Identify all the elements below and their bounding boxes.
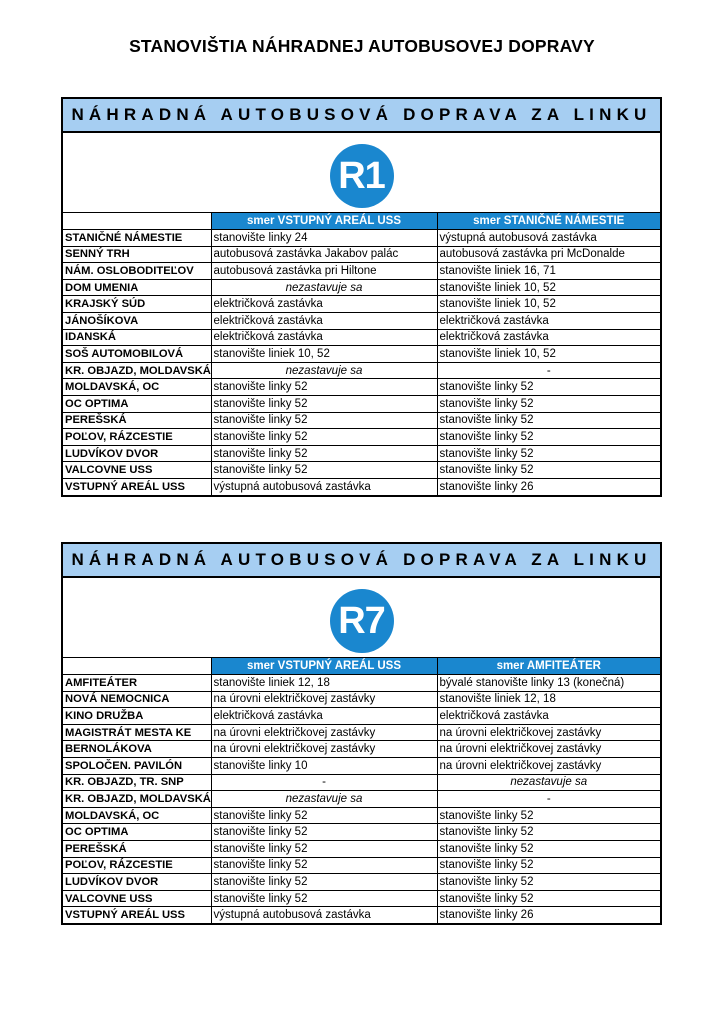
- direction-1-cell: stanovište linky 24: [211, 230, 437, 247]
- direction-2-cell: výstupná autobusová zastávka: [437, 230, 660, 247]
- table-row: [63, 724, 660, 741]
- stop-name-cell: KRAJSKÝ SÚD: [63, 296, 211, 313]
- direction-2-cell: na úrovni električkovej zastávky: [437, 757, 660, 774]
- table-row: [63, 346, 660, 363]
- direction-2-cell: na úrovni električkovej zastávky: [437, 741, 660, 758]
- direction-1-cell: stanovište linky 52: [211, 445, 437, 462]
- stop-name-cell: KR. OBJAZD, MOLDAVSKÁ: [63, 362, 211, 379]
- table-row: [63, 296, 660, 313]
- stop-name-cell: STANIČNÉ NÁMESTIE: [63, 230, 211, 247]
- table-row: [63, 445, 660, 462]
- table-row: [63, 230, 660, 247]
- table-row: [63, 312, 660, 329]
- direction-1-cell: stanovište linky 52: [211, 840, 437, 857]
- table-row: [63, 840, 660, 857]
- direction-2-cell: stanovište linky 52: [437, 412, 660, 429]
- table-row: [63, 429, 660, 446]
- stop-name-cell: NOVÁ NEMOCNICA: [63, 691, 211, 708]
- stop-name-cell: KR. OBJAZD, MOLDAVSKÁ: [63, 791, 211, 808]
- direction-2-cell: nezastavuje sa: [437, 774, 660, 791]
- table-row: [63, 263, 660, 280]
- stops-table-body: [63, 230, 660, 496]
- header-blank: [63, 213, 211, 230]
- stop-name-cell: SPOLOČEN. PAVILÓN: [63, 757, 211, 774]
- direction-1-cell: autobusová zastávka Jakabov palác: [211, 246, 437, 263]
- direction-1-cell: električková zastávka: [211, 708, 437, 725]
- direction-2-cell: stanovište linky 52: [437, 874, 660, 891]
- direction-1-cell: -: [211, 774, 437, 791]
- direction-1-cell: stanovište linky 52: [211, 824, 437, 841]
- direction-1-cell: stanovište linky 52: [211, 429, 437, 446]
- direction-1-cell: stanovište linky 52: [211, 462, 437, 479]
- stop-name-cell: LUDVÍKOV DVOR: [63, 445, 211, 462]
- direction-1-cell: električková zastávka: [211, 312, 437, 329]
- direction-1-cell: nezastavuje sa: [211, 279, 437, 296]
- table-row: [63, 708, 660, 725]
- table-row: [63, 279, 660, 296]
- direction-1-cell: stanovište linky 52: [211, 379, 437, 396]
- direction-2-cell: stanovište linky 26: [437, 478, 660, 495]
- table-row: [63, 675, 660, 692]
- stop-name-cell: POĽOV, RÁZCESTIE: [63, 857, 211, 874]
- direction-1-cell: stanovište linky 52: [211, 807, 437, 824]
- stop-name-cell: PEREŠSKÁ: [63, 840, 211, 857]
- table-row: [63, 741, 660, 758]
- table-row: [63, 857, 660, 874]
- direction-1-cell: stanovište linky 10: [211, 757, 437, 774]
- direction-2-cell: stanovište linky 52: [437, 824, 660, 841]
- stop-name-cell: OC OPTIMA: [63, 824, 211, 841]
- direction-1-cell: stanovište liniek 10, 52: [211, 346, 437, 363]
- stop-name-cell: JÁNOŠÍKOVA: [63, 312, 211, 329]
- direction-header-1: smer VSTUPNÝ AREÁL USS: [211, 658, 437, 675]
- logo-area: [63, 133, 660, 213]
- stop-name-cell: KR. OBJAZD, TR. SNP: [63, 774, 211, 791]
- direction-2-cell: -: [437, 362, 660, 379]
- stop-name-cell: KINO DRUŽBA: [63, 708, 211, 725]
- table-row: [63, 329, 660, 346]
- section-r7: [61, 542, 662, 925]
- stop-name-cell: NÁM. OSLOBODITEĽOV: [63, 263, 211, 280]
- stop-name-cell: OC OPTIMA: [63, 395, 211, 412]
- direction-2-cell: stanovište linky 52: [437, 379, 660, 396]
- direction-1-cell: výstupná autobusová zastávka: [211, 478, 437, 495]
- direction-2-cell: stanovište linky 26: [437, 907, 660, 924]
- direction-header-1: smer VSTUPNÝ AREÁL USS: [211, 213, 437, 230]
- direction-1-cell: stanovište linky 52: [211, 857, 437, 874]
- direction-2-cell: stanovište liniek 16, 71: [437, 263, 660, 280]
- stop-name-cell: BERNOLÁKOVA: [63, 741, 211, 758]
- direction-2-cell: stanovište linky 52: [437, 807, 660, 824]
- direction-2-cell: stanovište liniek 10, 52: [437, 346, 660, 363]
- direction-1-cell: na úrovni električkovej zastávky: [211, 691, 437, 708]
- table-row: [63, 462, 660, 479]
- stop-name-cell: VSTUPNÝ AREÁL USS: [65, 909, 185, 922]
- direction-1-cell: električková zastávka: [211, 329, 437, 346]
- direction-2-cell: stanovište liniek 10, 52: [437, 296, 660, 313]
- table-row: [63, 774, 660, 791]
- section-banner: NÁHRADNÁ AUTOBUSOVÁ DOPRAVA ZA LINKU: [63, 544, 660, 578]
- stop-name-cell: SENNÝ TRH: [63, 246, 211, 263]
- direction-1-cell: na úrovni električkovej zastávky: [211, 724, 437, 741]
- direction-header-2: smer STANIČNÉ NÁMESTIE: [437, 213, 660, 230]
- stop-name-cell: POĽOV, RÁZCESTIE: [63, 429, 211, 446]
- direction-1-cell: stanovište linky 52: [211, 874, 437, 891]
- section-r1: [61, 97, 662, 497]
- direction-2-cell: stanovište linky 52: [437, 429, 660, 446]
- direction-1-cell: stanovište linky 52: [211, 395, 437, 412]
- table-row: [63, 395, 660, 412]
- stop-name-cell: MAGISTRÁT MESTA KE: [63, 724, 211, 741]
- direction-1-cell: nezastavuje sa: [211, 791, 437, 808]
- direction-2-cell: -: [437, 791, 660, 808]
- table-row: [63, 246, 660, 263]
- stops-table-body: [63, 675, 660, 924]
- table-row: [63, 757, 660, 774]
- direction-2-cell: stanovište linky 52: [437, 840, 660, 857]
- stop-name-cell: DOM UMENIA: [63, 279, 211, 296]
- logo-area: [63, 578, 660, 658]
- table-row: [63, 791, 660, 808]
- direction-1-cell: nezastavuje sa: [211, 362, 437, 379]
- direction-1-cell: stanovište linky 52: [211, 890, 437, 907]
- page-title: STANOVIŠTIA NÁHRADNEJ AUTOBUSOVEJ DOPRAVY: [129, 36, 595, 56]
- direction-2-cell: bývalé stanovište linky 13 (konečná): [437, 675, 660, 692]
- stop-name-cell: LUDVÍKOV DVOR: [63, 874, 211, 891]
- stop-name-cell: VALCOVNE USS: [63, 890, 211, 907]
- stop-name-cell: VSTUPNÝ AREÁL USS: [65, 480, 185, 493]
- direction-2-cell: stanovište linky 52: [437, 395, 660, 412]
- direction-header-2: smer AMFITEÁTER: [437, 658, 660, 675]
- stop-name-cell: IDANSKÁ: [63, 329, 211, 346]
- table-row: [63, 890, 660, 907]
- stop-name-cell: SOŠ AUTOMOBILOVÁ: [63, 346, 211, 363]
- table-row: [63, 807, 660, 824]
- direction-1-cell: električková zastávka: [211, 296, 437, 313]
- section-banner: NÁHRADNÁ AUTOBUSOVÁ DOPRAVA ZA LINKU: [63, 99, 660, 133]
- direction-2-cell: električková zastávka: [437, 312, 660, 329]
- stop-name-cell: MOLDAVSKÁ, OC: [63, 807, 211, 824]
- table-row: [63, 478, 660, 495]
- direction-2-cell: stanovište linky 52: [437, 445, 660, 462]
- direction-2-cell: električková zastávka: [437, 708, 660, 725]
- direction-1-cell: autobusová zastávka pri Hiltone: [211, 263, 437, 280]
- stop-name-cell: VALCOVNE USS: [63, 462, 211, 479]
- stop-name-cell: MOLDAVSKÁ, OC: [63, 379, 211, 396]
- direction-2-cell: stanovište liniek 12, 18: [437, 691, 660, 708]
- table-row: [63, 907, 660, 924]
- stop-name-cell: AMFITEÁTER: [63, 675, 211, 692]
- direction-2-cell: stanovište linky 52: [437, 890, 660, 907]
- table-row: [63, 691, 660, 708]
- direction-2-cell: električková zastávka: [437, 329, 660, 346]
- header-blank: [63, 658, 211, 675]
- stops-table: [63, 658, 660, 923]
- table-row: [63, 379, 660, 396]
- stops-table: [63, 213, 660, 495]
- line-r7-logo: R7: [330, 589, 394, 653]
- table-row: [63, 824, 660, 841]
- direction-2-cell: autobusová zastávka pri McDonalde: [437, 246, 660, 263]
- direction-2-cell: stanovište linky 52: [437, 462, 660, 479]
- table-row: [63, 874, 660, 891]
- direction-1-cell: stanovište linky 52: [211, 412, 437, 429]
- table-row: [63, 362, 660, 379]
- table-row: [63, 412, 660, 429]
- direction-1-cell: na úrovni električkovej zastávky: [211, 741, 437, 758]
- direction-2-cell: na úrovni električkovej zastávky: [437, 724, 660, 741]
- direction-1-cell: stanovište liniek 12, 18: [211, 675, 437, 692]
- stop-name-cell: PEREŠSKÁ: [63, 412, 211, 429]
- direction-2-cell: stanovište liniek 10, 52: [437, 279, 660, 296]
- direction-2-cell: stanovište linky 52: [437, 857, 660, 874]
- line-r1-logo: R1: [330, 144, 394, 208]
- direction-1-cell: výstupná autobusová zastávka: [211, 907, 437, 924]
